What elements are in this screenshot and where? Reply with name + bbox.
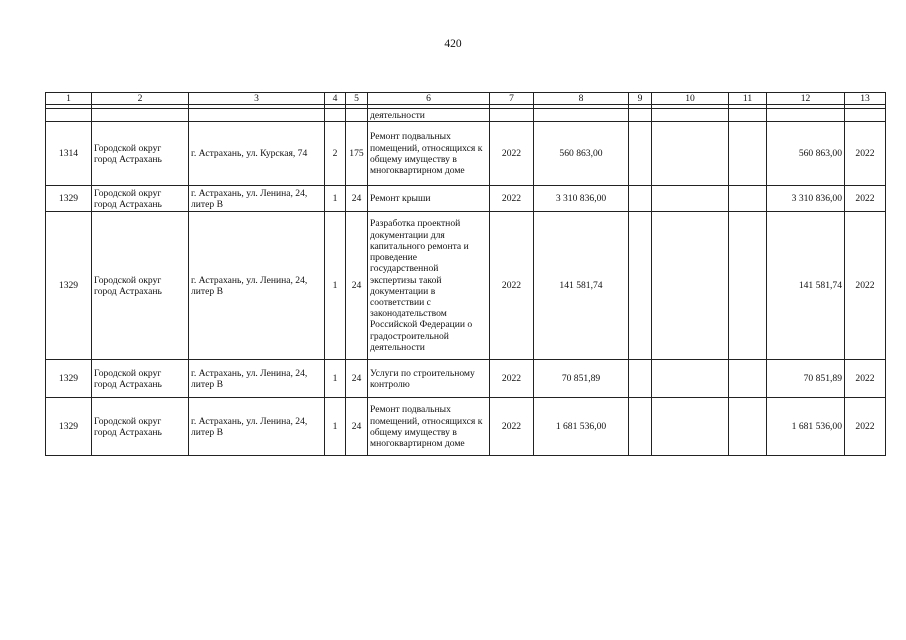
continuation-row <box>46 109 886 122</box>
empty-cell <box>346 109 368 122</box>
header-cell-8: 8 <box>534 93 629 105</box>
completion-year-cell: 2022 <box>845 360 886 398</box>
completion-year-cell: 2022 <box>845 122 886 186</box>
col9-cell <box>629 122 652 186</box>
empty-cell <box>767 109 845 122</box>
col4-cell: 1 <box>325 360 346 398</box>
col9-cell <box>629 398 652 456</box>
table-row <box>46 186 886 212</box>
row-number-cell: 1314 <box>46 122 92 186</box>
col5-cell: 24 <box>346 212 368 360</box>
header-cell-12: 12 <box>767 93 845 105</box>
header-cell-3: 3 <box>189 93 325 105</box>
fund-cost-cell: 70 851,89 <box>767 360 845 398</box>
col11-cell <box>729 212 767 360</box>
row-number-cell: 1329 <box>46 360 92 398</box>
total-cost-cell: 3 310 836,00 <box>534 186 629 212</box>
address-cell: г. Астрахань, ул. Ленина, 24, литер В <box>189 212 325 360</box>
address-cell: г. Астрахань, ул. Ленина, 24, литер В <box>189 360 325 398</box>
fund-cost-cell: 3 310 836,00 <box>767 186 845 212</box>
work-type-cell: Разработка проектной документации для капитального ремонта и проведение государственной экспертизы такой документации в соответствии с законодательством Российской Федерации о градостроительной деятельности <box>368 212 490 360</box>
work-type-cell: Услуги по строительному контролю <box>368 360 490 398</box>
header-cell-2: 2 <box>92 93 189 105</box>
municipality-cell: Городской округ город Астрахань <box>92 398 189 456</box>
col5-cell: 175 <box>346 122 368 186</box>
municipality-cell: Городской округ город Астрахань <box>92 122 189 186</box>
col4-cell: 1 <box>325 398 346 456</box>
col10-cell <box>652 398 729 456</box>
total-cost-cell: 1 681 536,00 <box>534 398 629 456</box>
fund-cost-cell: 560 863,00 <box>767 122 845 186</box>
year-cell: 2022 <box>490 122 534 186</box>
table-body <box>46 122 886 456</box>
header-cell-13: 13 <box>845 93 886 105</box>
col10-cell <box>652 212 729 360</box>
col9-cell <box>629 360 652 398</box>
column-number-header <box>46 93 886 105</box>
empty-cell <box>46 109 92 122</box>
completion-year-cell: 2022 <box>845 212 886 360</box>
year-cell: 2022 <box>490 360 534 398</box>
total-cost-cell: 560 863,00 <box>534 122 629 186</box>
empty-cell <box>629 109 652 122</box>
header-cell-9: 9 <box>629 93 652 105</box>
empty-cell <box>490 109 534 122</box>
year-cell: 2022 <box>490 212 534 360</box>
work-type-cell: деятельности <box>368 109 490 122</box>
col4-cell: 2 <box>325 122 346 186</box>
completion-year-cell: 2022 <box>845 398 886 456</box>
work-type-cell: Ремонт подвальных помещений, относящихся к общему имуществу в многоквартирном доме <box>368 122 490 186</box>
fund-cost-cell: 1 681 536,00 <box>767 398 845 456</box>
col9-cell <box>629 186 652 212</box>
capital-repair-table <box>45 92 886 456</box>
empty-cell <box>845 109 886 122</box>
col5-cell: 24 <box>346 398 368 456</box>
header-cell-1: 1 <box>46 93 92 105</box>
col11-cell <box>729 360 767 398</box>
col10-cell <box>652 360 729 398</box>
header-cell-5: 5 <box>346 93 368 105</box>
address-cell: г. Астрахань, ул. Ленина, 24, литер В <box>189 398 325 456</box>
table-row <box>46 212 886 360</box>
header-cell-11: 11 <box>729 93 767 105</box>
row-number-cell: 1329 <box>46 398 92 456</box>
header-cell-7: 7 <box>490 93 534 105</box>
empty-cell <box>652 109 729 122</box>
work-type-cell: Ремонт крыши <box>368 186 490 212</box>
col11-cell <box>729 186 767 212</box>
year-cell: 2022 <box>490 398 534 456</box>
empty-cell <box>92 109 189 122</box>
col11-cell <box>729 122 767 186</box>
empty-cell <box>729 109 767 122</box>
empty-cell <box>325 109 346 122</box>
table-row <box>46 360 886 398</box>
completion-year-cell: 2022 <box>845 186 886 212</box>
address-cell: г. Астрахань, ул. Ленина, 24, литер В <box>189 186 325 212</box>
row-number-cell: 1329 <box>46 186 92 212</box>
page-number: 420 <box>444 38 462 50</box>
total-cost-cell: 70 851,89 <box>534 360 629 398</box>
empty-cell <box>189 109 325 122</box>
row-number-cell: 1329 <box>46 212 92 360</box>
municipality-cell: Городской округ город Астрахань <box>92 212 189 360</box>
work-type-cell: Ремонт подвальных помещений, относящихся к общему имуществу в многоквартирном доме <box>368 398 490 456</box>
col4-cell: 1 <box>325 212 346 360</box>
municipality-cell: Городской округ город Астрахань <box>92 186 189 212</box>
empty-cell <box>534 109 629 122</box>
total-cost-cell: 141 581,74 <box>534 212 629 360</box>
col11-cell <box>729 398 767 456</box>
col10-cell <box>652 186 729 212</box>
table-row <box>46 398 886 456</box>
address-cell: г. Астрахань, ул. Курская, 74 <box>189 122 325 186</box>
year-cell: 2022 <box>490 186 534 212</box>
header-cell-4: 4 <box>325 93 346 105</box>
col5-cell: 24 <box>346 360 368 398</box>
col5-cell: 24 <box>346 186 368 212</box>
col4-cell: 1 <box>325 186 346 212</box>
col9-cell <box>629 212 652 360</box>
header-cell-10: 10 <box>652 93 729 105</box>
municipality-cell: Городской округ город Астрахань <box>92 360 189 398</box>
header-cell-6: 6 <box>368 93 490 105</box>
table-row <box>46 122 886 186</box>
fund-cost-cell: 141 581,74 <box>767 212 845 360</box>
col10-cell <box>652 122 729 186</box>
